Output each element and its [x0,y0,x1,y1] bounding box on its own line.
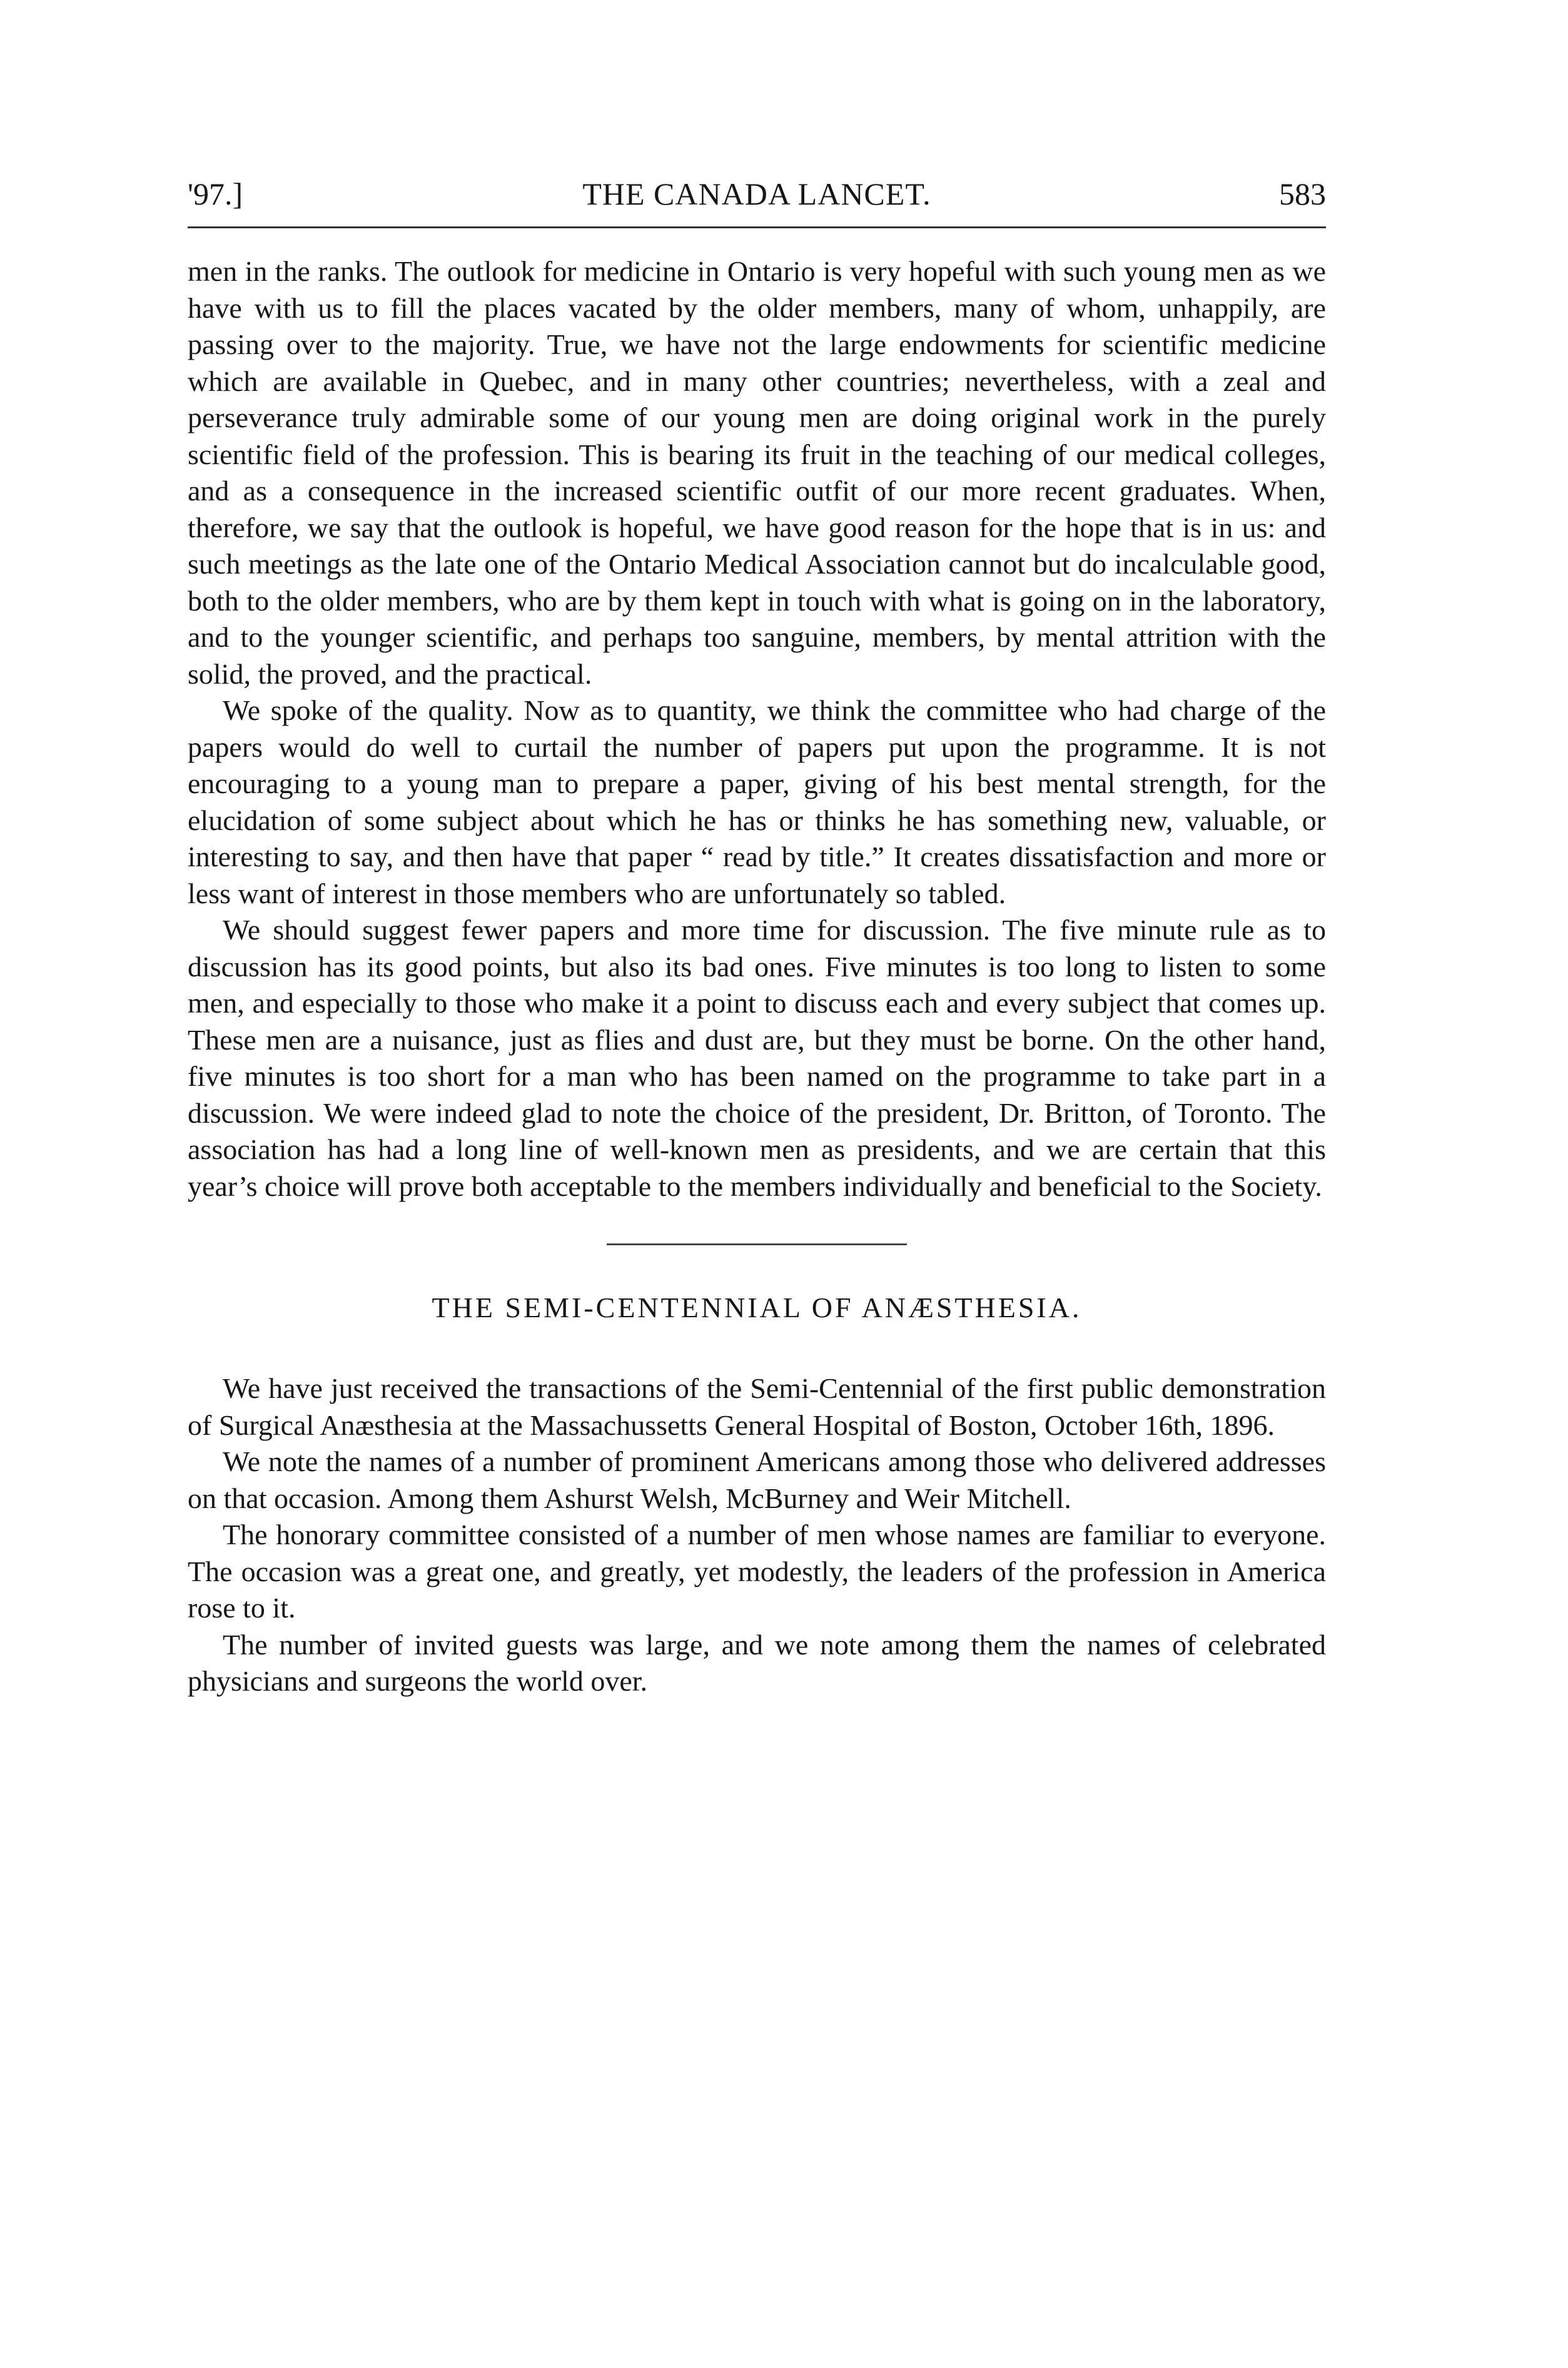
journal-title: THE CANADA LANCET. [582,176,931,211]
header-rule [188,226,1326,228]
section-body [188,1370,1326,1700]
page-number: 583 [1279,176,1326,211]
article-continuation [188,253,1326,1205]
paragraph: men in the ranks. The outlook for medicine in Ontario is very hopeful with such young men as we have with us to fill the places vacated by the older members, many of whom, unhappily, are passing over to the majority. True, we have not the large endowments for scientific medicine which are available in Quebec, and in many other countries; nevertheless, with a zeal and perseverance truly admirable some of our young men are doing original work in the purely scientific field of the profession. This is bearing its fruit in the teaching of our medical colleges, and as a consequence in the increased scientific outfit of our more recent graduates. When, therefore, we say that the outlook is hopeful, we have good reason for the hope that is in us: and such meetings as the late one of the Ontario Medical Association cannot but do incalculable good, both to the older members, who are by them kept in touch with what is going on in the laboratory, and to the younger scientific, and perhaps too sanguine, members, by mental attrition with the solid, the proved, and the practical. [188,255,1326,690]
paragraph: We should suggest fewer papers and more time for discussion. The five minute rule as to discussion has its good points, but also its bad ones. Five minutes is too long to listen to some men, and especially to those who make it a point to discuss each and every subject that comes up. These men are a nuisance, just as flies and dust are, but they must be borne. On the other hand, five minutes is too short for a man who has been named on the programme to take part in a discussion. We were indeed glad to note the choice of the president, Dr. Britton, of Toronto. The association has had a long line of well-known men as presidents, and we are certain that this year’s choice will prove both acceptable to the members individually and beneficial to the Society. [188,914,1326,1202]
volume-year: '97.] [188,176,243,211]
paragraph: The number of invited guests was large, and we note among them the names of celebrated physicians and surgeons the world over. [188,1628,1326,1697]
journal-page [188,169,1326,1700]
paragraph: We spoke of the quality. Now as to quantity, we think the committee who had charge of the papers would do well to curtail the number of papers put upon the programme. It is not encouraging to a young man to prepare a paper, giving of his best mental strength, for the elucidation of some subject about which he has or thinks he has something new, valuable, or interesting to say, and then have that paper “ read by title.” It creates dissatisfaction and more or less want of interest in those members who are unfortunately so tabled. [188,694,1326,909]
section-divider [607,1243,907,1245]
paragraph: We have just received the transactions of the Semi-Centennial of the first public demonstration of Surgical Anæsthesia at the Massachussetts General Hospital of Boston, October 16th, 1896. [188,1372,1326,1441]
paragraph: We note the names of a number of prominent Americans among those who delivered addresses on that occasion. Among them Ashurst Welsh, McBurney and Weir Mitchell. [188,1445,1326,1514]
running-head [188,169,1326,219]
paragraph: The honorary committee consisted of a number of men whose names are familiar to everyone. The occasion was a great one, and greatly, yet modestly, the leaders of the profession in America rose to it. [188,1519,1326,1624]
section-title: THE SEMI-CENTENNIAL OF ANÆSTHESIA. [432,1292,1082,1323]
